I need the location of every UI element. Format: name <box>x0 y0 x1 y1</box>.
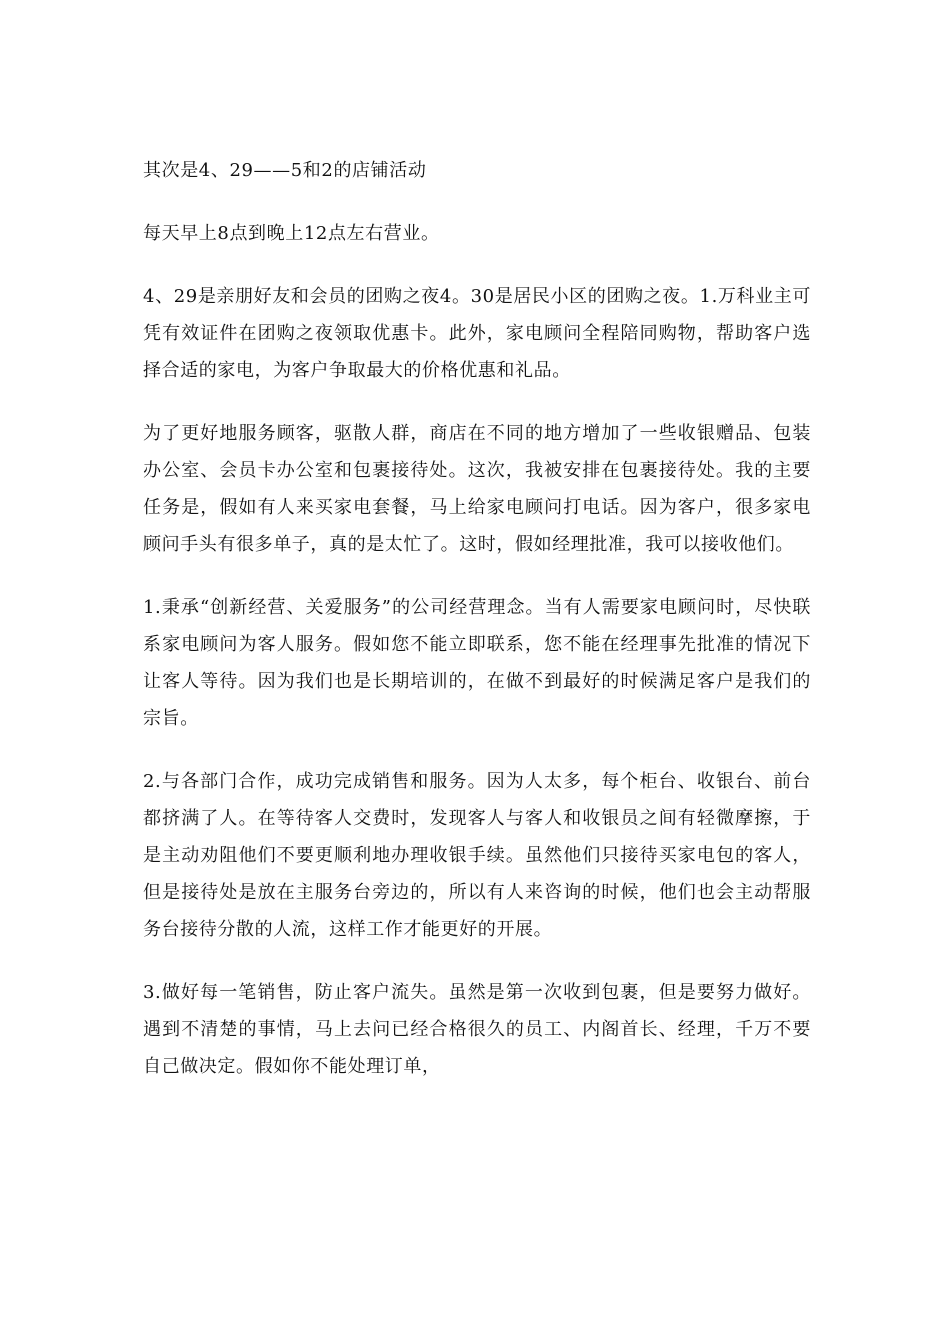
paragraph-opening-hours: 每天早上8点到晚上12点左右营业。 <box>143 223 440 244</box>
paragraph-parcel-reception: 为了更好地服务顾客，驱散人群，商店在不同的地方增加了一些收银赠品、包装办公室、会员卡办公室和包裹接待处。这次，我被安排在包裹接待处。我的主要任务是，假如有人来买家电套餐，马上给家电顾问打电话。因为客户，很多家电顾问手头有很多单子，真的是太忙了。这时，假如经理批准，我可以接收他们。 <box>143 423 811 555</box>
paragraph-point-1: 1.秉承“创新经营、关爱服务”的公司经营理念。当有人需要家电顾问时，尽快联系家电顾问为客人服务。假如您不能立即联系，您不能在经理事先批准的情况下让客人等待。因为我们也是长期培训的，在做不到最好的时候满足客户是我们的宗旨。 <box>143 597 811 729</box>
paragraph-point-2: 2.与各部门合作，成功完成销售和服务。因为人太多，每个柜台、收银台、前台都挤满了人。在等待客人交费时，发现客人与客人和收银员之间有轻微摩擦，于是主动劝阻他们不要更顺利地办理收银手续。虽然他们只接待买家电包的客人，但是接待处是放在主服务台旁边的，所以有人来咨询的时候，他们也会主动帮服务台接待分散的人流，这样工作才能更好的开展。 <box>143 771 811 940</box>
paragraph-point-3: 3.做好每一笔销售，防止客户流失。虽然是第一次收到包裹，但是要努力做好。遇到不清楚的事情，马上去问已经合格很久的员工、内阁首长、经理，千万不要自己做决定。假如你不能处理订单， <box>143 982 811 1077</box>
paragraph-store-activity: 其次是4、29——5和2的店铺活动 <box>143 160 427 181</box>
paragraph-group-buying-nights: 4、29是亲朋好友和会员的团购之夜4。30是居民小区的团购之夜。1.万科业主可凭有效证件在团购之夜领取优惠卡。此外，家电顾问全程陪同购物，帮助客户选择合适的家电，为客户争取最大的价格优惠和礼品。 <box>143 286 811 381</box>
document-body <box>143 152 811 1111</box>
